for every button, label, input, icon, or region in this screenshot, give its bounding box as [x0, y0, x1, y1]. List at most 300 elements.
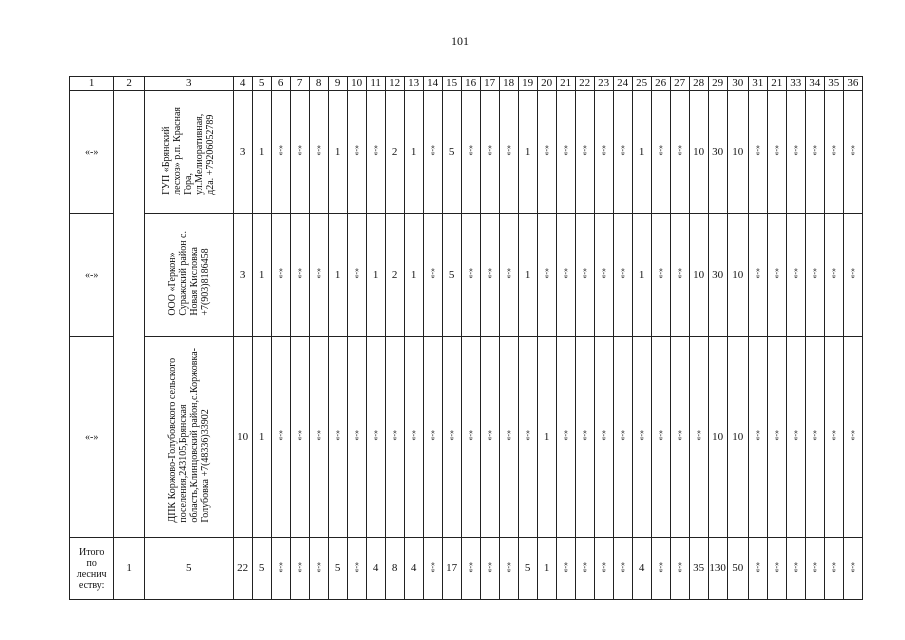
value-cell: [786, 337, 805, 538]
cell-text: «-»: [598, 430, 608, 441]
value-cell: [233, 91, 252, 214]
total-value-cell: [632, 538, 651, 600]
row-marker-cell: [70, 91, 114, 214]
cell-text: ООО «Геркон» Суражский район с. Новая Кисловка +7(903)8186458: [166, 231, 211, 316]
cell-text: 1: [126, 562, 132, 574]
cell-text: «-»: [674, 145, 684, 156]
header-cell: [328, 77, 347, 91]
cell-text: 5: [258, 562, 265, 574]
cell-text: 5: [258, 77, 265, 89]
value-cell: [233, 214, 252, 337]
total-col2-cell: [114, 538, 145, 600]
cell-text: 10: [712, 430, 724, 443]
value-cell: [271, 91, 290, 214]
cell-text: «-»: [809, 145, 819, 156]
cell-text: «-»: [693, 430, 703, 441]
value-cell: [271, 214, 290, 337]
cell-text: 5: [448, 145, 455, 158]
value-cell: [290, 91, 309, 214]
value-cell: [252, 337, 271, 538]
value-cell: [708, 91, 727, 214]
cell-text: «-»: [351, 268, 361, 279]
cell-text: 9: [334, 77, 341, 89]
cell-text: 20: [541, 77, 553, 89]
cell-text: 4: [239, 77, 246, 89]
cell-text: 2: [126, 77, 132, 89]
cell-text: «-»: [809, 268, 819, 279]
cell-text: 24: [617, 77, 629, 89]
cell-text: 8: [391, 562, 398, 574]
cell-text: 1: [524, 268, 531, 281]
header-cell: [385, 77, 404, 91]
value-cell: [271, 337, 290, 538]
value-cell: [499, 214, 518, 337]
cell-text: «-»: [674, 268, 684, 279]
cell-text: «-»: [598, 268, 608, 279]
cell-text: 3: [186, 77, 192, 89]
header-cell: [252, 77, 271, 91]
value-cell: [518, 91, 537, 214]
value-cell: [499, 337, 518, 538]
total-value-cell: [537, 538, 556, 600]
header-cell: [843, 77, 862, 91]
cell-text: «-»: [275, 561, 285, 573]
cell-text: «-»: [771, 268, 781, 279]
header-cell: [767, 77, 786, 91]
cell-text: 10: [693, 145, 705, 158]
cell-text: «-»: [828, 561, 838, 573]
cell-text: «-»: [275, 145, 285, 156]
cell-text: «-»: [313, 268, 323, 279]
header-cell: [423, 77, 442, 91]
cell-text: «-»: [484, 430, 494, 441]
cell-text: 1: [410, 268, 417, 281]
value-cell: [309, 91, 328, 214]
cell-text: «-»: [484, 268, 494, 279]
page-number: 101: [451, 34, 469, 48]
cell-text: «-»: [332, 430, 342, 441]
table-row: [70, 214, 863, 337]
cell-text: «-»: [674, 430, 684, 441]
value-cell: [575, 337, 594, 538]
cell-text: 19: [522, 77, 534, 89]
value-cell: [537, 337, 556, 538]
total-value-cell: [767, 538, 786, 600]
total-value-cell: [404, 538, 423, 600]
cell-text: «-»: [85, 146, 99, 158]
cell-text: 4: [638, 562, 645, 574]
header-cell: [480, 77, 499, 91]
cell-text: 5: [186, 562, 192, 574]
value-cell: [309, 337, 328, 538]
value-cell: [442, 337, 461, 538]
value-cell: [824, 91, 843, 214]
header-cell: [651, 77, 670, 91]
cell-text: «-»: [294, 561, 304, 573]
value-cell: [556, 337, 575, 538]
value-cell: [347, 214, 366, 337]
cell-text: 8: [315, 77, 322, 89]
value-cell: [594, 214, 613, 337]
cell-text: 30: [712, 268, 724, 281]
header-cell: [632, 77, 651, 91]
value-cell: [786, 91, 805, 214]
cell-text: «-»: [579, 561, 589, 573]
total-value-cell: [824, 538, 843, 600]
cell-text: «-»: [560, 268, 570, 279]
value-cell: [613, 337, 632, 538]
cell-text: 130: [709, 562, 726, 574]
cell-text: «-»: [522, 430, 532, 441]
cell-text: 1: [638, 268, 645, 281]
cell-text: «-»: [790, 145, 800, 156]
cell-text: «-»: [427, 430, 437, 441]
cell-text: «-»: [790, 268, 800, 279]
cell-text: «-»: [674, 561, 684, 573]
value-cell: [252, 91, 271, 214]
cell-text: «-»: [771, 430, 781, 441]
value-cell: [328, 214, 347, 337]
header-cell: [613, 77, 632, 91]
cell-text: 1: [524, 145, 531, 158]
value-cell: [442, 214, 461, 337]
total-value-cell: [499, 538, 518, 600]
value-cell: [328, 91, 347, 214]
cell-text: «-»: [503, 268, 513, 279]
cell-text: 3: [239, 268, 246, 281]
value-cell: [480, 91, 499, 214]
total-value-cell: [786, 538, 805, 600]
value-cell: [767, 91, 786, 214]
cell-text: 13: [408, 77, 420, 89]
cell-text: 1: [372, 268, 379, 281]
cell-text: 10: [732, 268, 744, 281]
cell-text: «-»: [847, 268, 857, 279]
value-cell: [575, 214, 594, 337]
cell-text: 1: [334, 145, 341, 158]
value-cell: [670, 214, 689, 337]
total-value-cell: [328, 538, 347, 600]
cell-text: 1: [258, 268, 265, 281]
header-cell: [499, 77, 518, 91]
value-cell: [748, 91, 767, 214]
total-value-cell: [271, 538, 290, 600]
total-value-cell: [651, 538, 670, 600]
cell-text: 1: [543, 562, 550, 574]
value-cell: [689, 91, 708, 214]
total-value-cell: [594, 538, 613, 600]
cell-text: «-»: [484, 561, 494, 573]
header-cell: [233, 77, 252, 91]
table-row: [70, 337, 863, 538]
value-cell: [689, 214, 708, 337]
cell-text: «-»: [655, 430, 665, 441]
cell-text: «-»: [427, 268, 437, 279]
header-cell: [727, 77, 748, 91]
value-cell: [594, 337, 613, 538]
cell-text: 18: [503, 77, 515, 89]
cell-text: «-»: [560, 430, 570, 441]
total-value-cell: [843, 538, 862, 600]
value-cell: [594, 91, 613, 214]
cell-text: «-»: [465, 268, 475, 279]
cell-text: «-»: [275, 268, 285, 279]
cell-text: 17: [446, 562, 458, 574]
row-marker-cell: [70, 337, 114, 538]
cell-text: «-»: [790, 430, 800, 441]
total-value-cell: [385, 538, 404, 600]
cell-text: «-»: [275, 430, 285, 441]
cell-text: «-»: [560, 145, 570, 156]
value-cell: [651, 214, 670, 337]
header-cell: [309, 77, 328, 91]
value-cell: [843, 91, 862, 214]
organization-cell: [144, 91, 233, 214]
cell-text: «-»: [408, 430, 418, 441]
cell-text: «-»: [503, 430, 513, 441]
cell-text: 27: [674, 77, 686, 89]
cell-text: 11: [370, 77, 381, 89]
header-cell: [689, 77, 708, 91]
total-value-cell: [748, 538, 767, 600]
value-cell: [233, 337, 252, 538]
header-cell: [271, 77, 290, 91]
value-cell: [423, 214, 442, 337]
value-cell: [347, 337, 366, 538]
cell-text: «-»: [752, 430, 762, 441]
cell-text: 21: [560, 77, 572, 89]
cell-text: 14: [427, 77, 439, 89]
value-cell: [805, 214, 824, 337]
value-cell: [252, 214, 271, 337]
value-cell: [404, 91, 423, 214]
header-cell: [575, 77, 594, 91]
cell-text: «-»: [370, 430, 380, 441]
header-cell: [670, 77, 689, 91]
cell-text: 5: [448, 268, 455, 281]
cell-text: 28: [693, 77, 705, 89]
value-cell: [843, 214, 862, 337]
cell-text: «-»: [752, 145, 762, 156]
value-cell: [613, 214, 632, 337]
cell-text: «-»: [313, 561, 323, 573]
cell-text: «-»: [847, 145, 857, 156]
total-value-cell: [347, 538, 366, 600]
value-cell: [480, 214, 499, 337]
cell-text: «-»: [351, 430, 361, 441]
cell-text: «-»: [389, 430, 399, 441]
cell-text: «-»: [655, 268, 665, 279]
total-value-cell: [689, 538, 708, 600]
cell-text: 10: [732, 430, 744, 443]
cell-text: 2: [391, 145, 398, 158]
cell-text: «-»: [790, 561, 800, 573]
value-cell: [708, 337, 727, 538]
value-cell: [727, 91, 748, 214]
cell-text: 10: [732, 145, 744, 158]
cell-text: «-»: [579, 268, 589, 279]
cell-text: «-»: [313, 145, 323, 156]
header-cell: [594, 77, 613, 91]
cell-text: ГУП «Брянский лесхоз» р.п. Красная Гора, ул.Мелиоративная, д2а. +79206052789: [161, 106, 217, 195]
value-cell: [651, 337, 670, 538]
cell-text: ДПК Коржово-Голубовского сельского поселения,243105,Брянская область,Клинцовский район,с.Коржовка- Голубовка +7(48336)33902: [166, 348, 211, 523]
cell-text: «-»: [752, 268, 762, 279]
total-value-cell: [366, 538, 385, 600]
total-value-cell: [805, 538, 824, 600]
cell-text: «-»: [617, 268, 627, 279]
cell-text: 10: [693, 268, 705, 281]
value-cell: [499, 91, 518, 214]
value-cell: [385, 91, 404, 214]
cell-text: «-»: [828, 268, 838, 279]
header-cell: [114, 77, 145, 91]
value-cell: [748, 214, 767, 337]
value-cell: [786, 214, 805, 337]
value-cell: [708, 214, 727, 337]
value-cell: [556, 214, 575, 337]
cell-text: «-»: [541, 268, 551, 279]
cell-text: «-»: [809, 561, 819, 573]
cell-text: «-»: [294, 430, 304, 441]
value-cell: [518, 337, 537, 538]
cell-text: «-»: [598, 561, 608, 573]
value-cell: [385, 337, 404, 538]
total-value-cell: [727, 538, 748, 600]
cell-text: «-»: [771, 561, 781, 573]
value-cell: [366, 91, 385, 214]
value-cell: [404, 337, 423, 538]
header-cell: [366, 77, 385, 91]
total-col3-cell: [144, 538, 233, 600]
data-table: [69, 76, 863, 600]
cell-text: 25: [636, 77, 648, 89]
value-cell: [480, 337, 499, 538]
cell-text: «-»: [294, 145, 304, 156]
header-cell: [805, 77, 824, 91]
header-cell: [518, 77, 537, 91]
total-value-cell: [556, 538, 575, 600]
cell-text: 1: [258, 430, 265, 443]
cell-text: «-»: [446, 430, 456, 441]
cell-text: «-»: [809, 430, 819, 441]
value-cell: [767, 337, 786, 538]
header-cell: [786, 77, 805, 91]
cell-text: 1: [88, 77, 95, 89]
value-cell: [556, 91, 575, 214]
value-cell: [824, 337, 843, 538]
cell-text: «-»: [465, 430, 475, 441]
header-cell: [144, 77, 233, 91]
value-cell: [651, 91, 670, 214]
cell-text: «-»: [598, 145, 608, 156]
row-marker-cell: [70, 214, 114, 337]
cell-text: 1: [334, 268, 341, 281]
value-cell: [442, 91, 461, 214]
cell-text: «-»: [617, 430, 627, 441]
header-cell: [748, 77, 767, 91]
header-cell: [70, 77, 114, 91]
value-cell: [632, 91, 651, 214]
cell-text: 30: [732, 77, 744, 89]
value-cell: [805, 337, 824, 538]
cell-text: «-»: [503, 561, 513, 573]
header-row: [70, 77, 863, 91]
value-cell: [461, 337, 480, 538]
header-cell: [290, 77, 309, 91]
value-cell: [366, 337, 385, 538]
cell-text: «-»: [771, 145, 781, 156]
table-row: [70, 91, 863, 214]
total-label-cell: [70, 538, 114, 600]
cell-text: 4: [372, 562, 379, 574]
value-cell: [309, 214, 328, 337]
total-value-cell: [442, 538, 461, 600]
total-value-cell: [252, 538, 271, 600]
cell-text: «-»: [579, 145, 589, 156]
cell-text: 5: [524, 562, 531, 574]
header-cell: [824, 77, 843, 91]
cell-text: 6: [277, 77, 284, 89]
cell-text: «-»: [465, 145, 475, 156]
cell-text: «-»: [85, 431, 99, 443]
total-value-cell: [309, 538, 328, 600]
header-cell: [537, 77, 556, 91]
cell-text: 21: [771, 77, 783, 89]
cell-text: «-»: [427, 145, 437, 156]
cell-text: 16: [465, 77, 477, 89]
header-cell: [556, 77, 575, 91]
cell-text: 4: [410, 562, 417, 574]
cell-text: Итого по леснич еству:: [76, 546, 107, 591]
value-cell: [670, 91, 689, 214]
cell-text: 22: [237, 562, 249, 574]
cell-text: «-»: [503, 145, 513, 156]
cell-text: 26: [655, 77, 667, 89]
total-row: [70, 538, 863, 600]
value-cell: [824, 214, 843, 337]
cell-text: «-»: [560, 561, 570, 573]
value-cell: [423, 91, 442, 214]
cell-text: «-»: [294, 268, 304, 279]
cell-text: 12: [389, 77, 401, 89]
value-cell: [518, 214, 537, 337]
cell-text: «-»: [617, 561, 627, 573]
cell-text: 23: [598, 77, 610, 89]
cell-text: 7: [296, 77, 303, 89]
cell-text: «-»: [655, 145, 665, 156]
cell-text: 1: [410, 145, 417, 158]
value-cell: [632, 337, 651, 538]
cell-text: «-»: [752, 561, 762, 573]
cell-text: 31: [752, 77, 764, 89]
cell-text: 1: [258, 145, 265, 158]
cell-text: «-»: [617, 145, 627, 156]
total-value-cell: [461, 538, 480, 600]
value-cell: [461, 91, 480, 214]
header-cell: [708, 77, 727, 91]
cell-text: «-»: [579, 430, 589, 441]
header-cell: [461, 77, 480, 91]
cell-text: «-»: [484, 145, 494, 156]
cell-text: 35: [693, 562, 705, 574]
cell-text: 33: [790, 77, 802, 89]
value-cell: [613, 91, 632, 214]
total-value-cell: [290, 538, 309, 600]
total-value-cell: [708, 538, 727, 600]
cell-text: 36: [847, 77, 859, 89]
value-cell: [727, 214, 748, 337]
